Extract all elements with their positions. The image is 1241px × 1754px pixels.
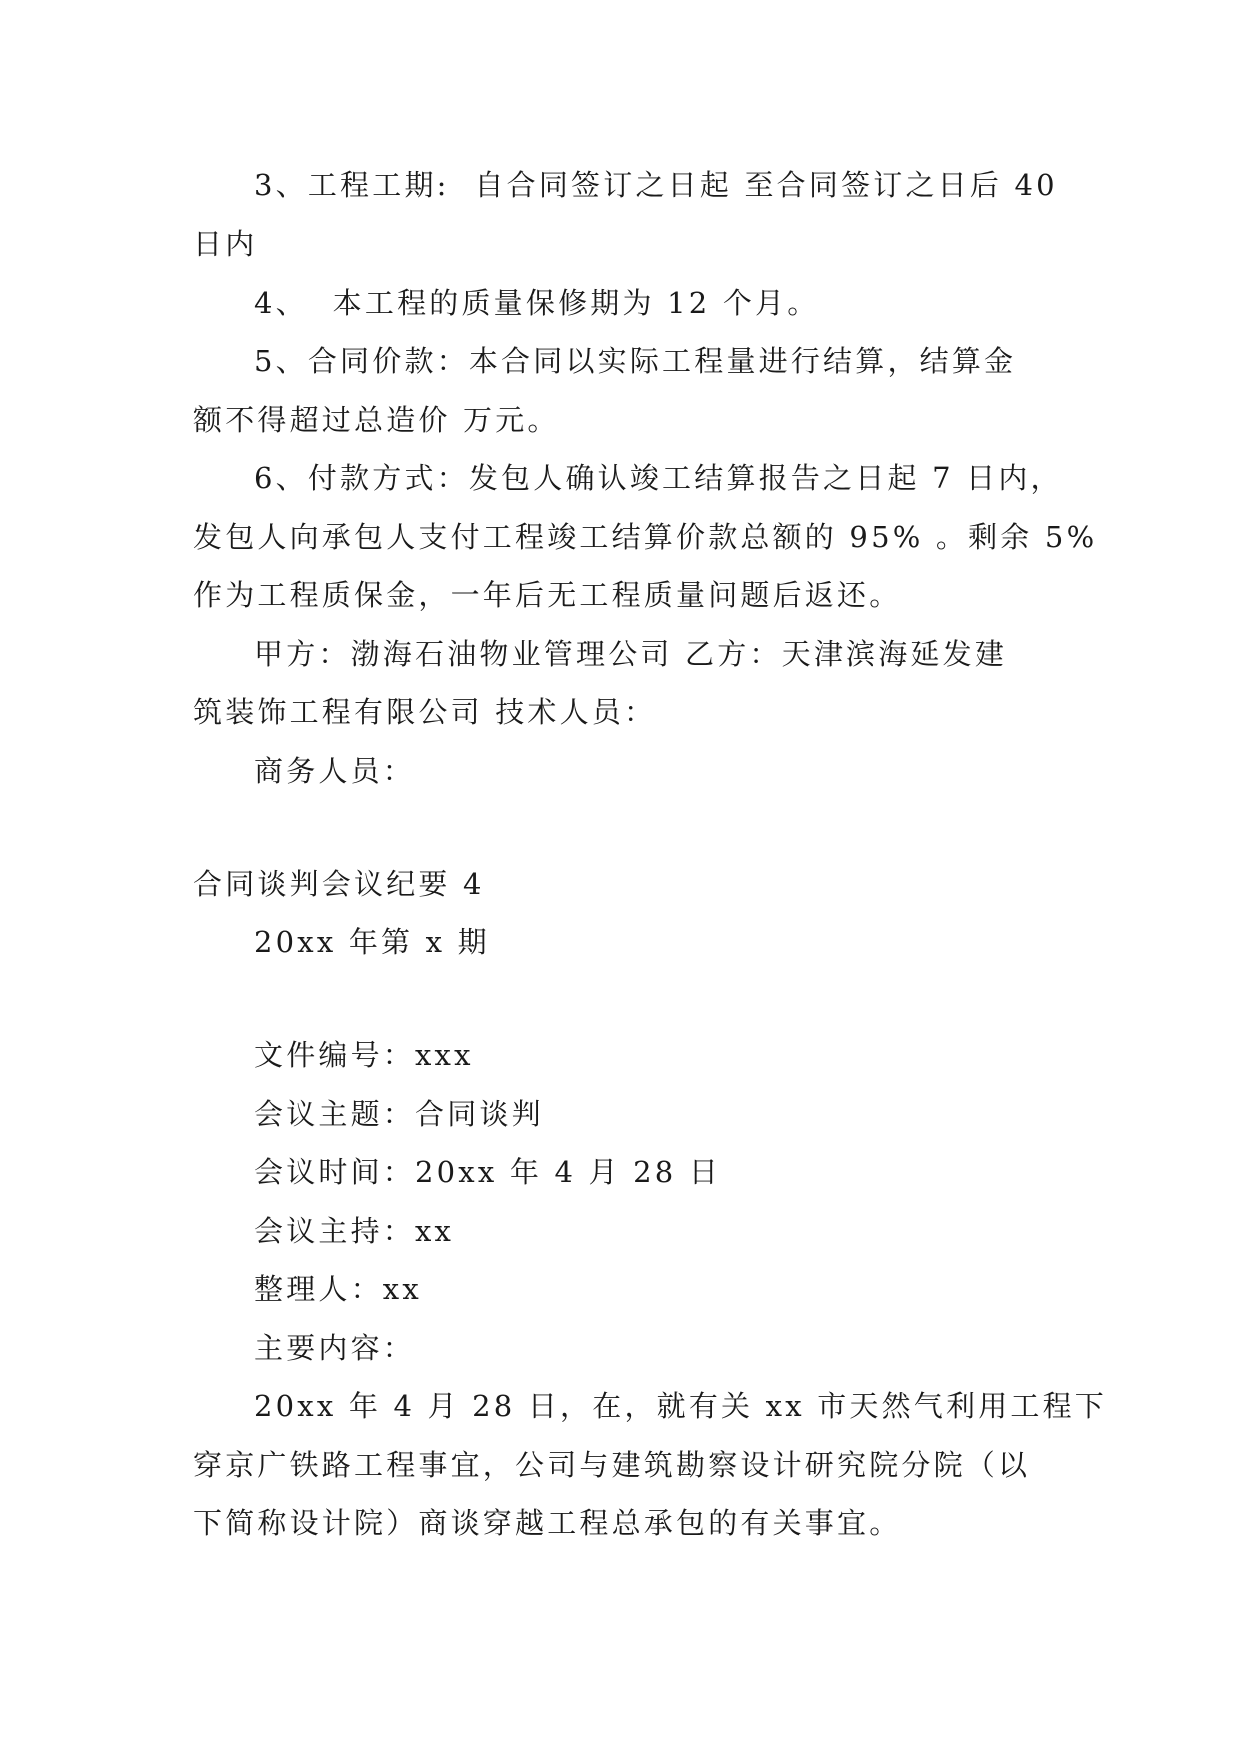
- recorder: 整理人：xx: [254, 1272, 422, 1306]
- meeting-host: 会议主持：xx: [254, 1214, 455, 1248]
- file-number: 文件编号：xxx: [254, 1038, 474, 1072]
- item6-line1: 6、付款方式：发包人确认竣工结算报告之日起 7 日内，: [254, 461, 1063, 495]
- parties-line1: 甲方：渤海石油物业管理公司 乙方：天津滨海延发建: [254, 637, 1008, 671]
- issue-number: 20xx 年第 x 期: [254, 925, 490, 959]
- section-heading: 合同谈判会议纪要 4: [193, 867, 485, 901]
- meeting-topic: 会议主题：合同谈判: [254, 1097, 544, 1131]
- item6-line3: 作为工程质保金，一年后无工程质量问题后返还。: [193, 578, 902, 612]
- item5-line1: 5、合同价款：本合同以实际工程量进行结算，结算金: [254, 344, 1017, 378]
- item3-line1: 3、工程工期: 自合同签订之日起 至合同签订之日后 40: [254, 168, 1058, 202]
- parties-line2: 筑装饰工程有限公司 技术人员：: [193, 695, 657, 729]
- item6-line2: 发包人向承包人支付工程竣工结算价款总额的 95% 。剩余 5%: [193, 520, 1098, 554]
- body-line3: 下简称设计院）商谈穿越工程总承包的有关事宜。: [193, 1506, 902, 1540]
- body-line1: 20xx 年 4 月 28 日，在，就有关 xx 市天然气利用工程下: [254, 1389, 1108, 1423]
- item4-text: 4、 本工程的质量保修期为 12 个月。: [254, 286, 820, 320]
- item5-line2: 额不得超过总造价 万元。: [193, 403, 560, 437]
- body-line2: 穿京广铁路工程事宜，公司与建筑勘察设计研究院分院（以: [193, 1448, 1031, 1482]
- business-staff-label: 商务人员：: [254, 754, 416, 788]
- item3-line2: 日内: [193, 227, 258, 261]
- meeting-time: 会议时间：20xx 年 4 月 28 日: [254, 1155, 722, 1189]
- main-content-label: 主要内容：: [254, 1331, 416, 1365]
